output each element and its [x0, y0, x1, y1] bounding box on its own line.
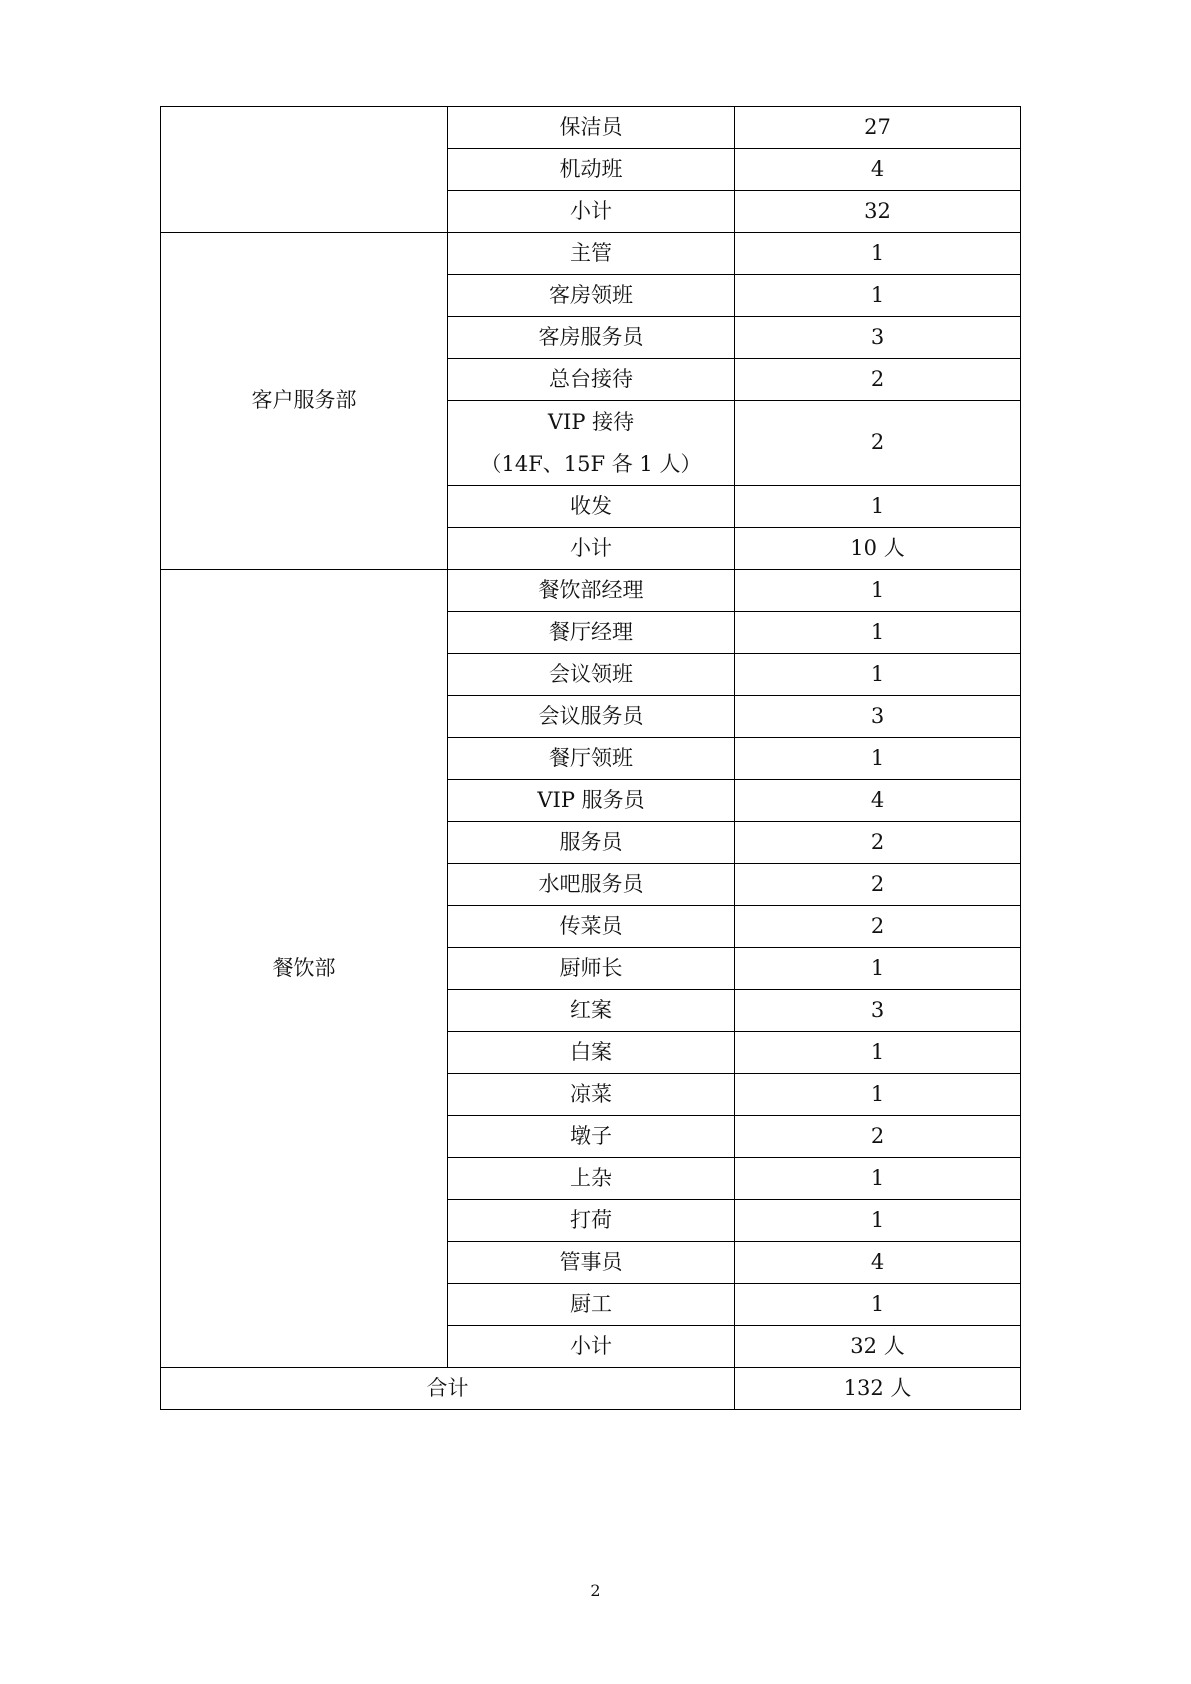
count-cell: 2 — [735, 864, 1021, 906]
subtotal-label-cell: 小计 — [448, 191, 735, 233]
count-cell: 1 — [735, 1158, 1021, 1200]
role-cell: 厨师长 — [448, 948, 735, 990]
subtotal-count-cell: 32 人 — [735, 1326, 1021, 1368]
total-label-cell: 合计 — [161, 1368, 735, 1410]
role-cell: 红案 — [448, 990, 735, 1032]
table-row — [161, 233, 1021, 275]
role-cell: 上杂 — [448, 1158, 735, 1200]
role-cell: 打荷 — [448, 1200, 735, 1242]
role-cell: 总台接待 — [448, 359, 735, 401]
table-row — [161, 107, 1021, 149]
total-row — [161, 1368, 1021, 1410]
count-cell: 1 — [735, 612, 1021, 654]
count-cell: 1 — [735, 1032, 1021, 1074]
subtotal-count-cell: 10 人 — [735, 528, 1021, 570]
count-cell: 1 — [735, 948, 1021, 990]
role-cell: 白案 — [448, 1032, 735, 1074]
count-cell: 4 — [735, 149, 1021, 191]
role-cell: 会议领班 — [448, 654, 735, 696]
count-cell: 2 — [735, 401, 1021, 486]
role-cell — [448, 401, 735, 486]
role-cell: VIP 服务员 — [448, 780, 735, 822]
count-cell: 1 — [735, 486, 1021, 528]
subtotal-label-cell: 小计 — [448, 1326, 735, 1368]
department-cell: 餐饮部 — [161, 570, 448, 1368]
count-cell: 4 — [735, 780, 1021, 822]
count-cell: 3 — [735, 990, 1021, 1032]
department-cell: 客户服务部 — [161, 233, 448, 570]
count-cell: 1 — [735, 570, 1021, 612]
role-cell: 凉菜 — [448, 1074, 735, 1116]
count-cell: 1 — [735, 738, 1021, 780]
count-cell: 1 — [735, 1074, 1021, 1116]
role-cell: 保洁员 — [448, 107, 735, 149]
subtotal-label-cell: 小计 — [448, 528, 735, 570]
role-cell: 餐厅经理 — [448, 612, 735, 654]
subtotal-count-cell: 32 — [735, 191, 1021, 233]
count-cell: 2 — [735, 906, 1021, 948]
role-cell: 机动班 — [448, 149, 735, 191]
role-cell: 客房服务员 — [448, 317, 735, 359]
count-cell: 1 — [735, 1200, 1021, 1242]
role-cell: 收发 — [448, 486, 735, 528]
count-cell: 3 — [735, 317, 1021, 359]
role-line: VIP 接待 — [547, 410, 635, 434]
role-cell: 墩子 — [448, 1116, 735, 1158]
role-cell: 管事员 — [448, 1242, 735, 1284]
role-cell: 服务员 — [448, 822, 735, 864]
role-cell: 餐厅领班 — [448, 738, 735, 780]
count-cell: 3 — [735, 696, 1021, 738]
count-cell: 4 — [735, 1242, 1021, 1284]
department-cell — [161, 107, 448, 233]
count-cell: 2 — [735, 822, 1021, 864]
count-cell: 2 — [735, 359, 1021, 401]
role-cell: 主管 — [448, 233, 735, 275]
count-cell: 1 — [735, 275, 1021, 317]
total-count-cell: 132 人 — [735, 1368, 1021, 1410]
count-cell: 1 — [735, 654, 1021, 696]
count-cell: 1 — [735, 1284, 1021, 1326]
role-cell: 水吧服务员 — [448, 864, 735, 906]
role-cell: 客房领班 — [448, 275, 735, 317]
count-cell: 27 — [735, 107, 1021, 149]
count-cell: 2 — [735, 1116, 1021, 1158]
page-number: 2 — [590, 1581, 601, 1600]
role-cell: 餐饮部经理 — [448, 570, 735, 612]
count-cell: 1 — [735, 233, 1021, 275]
role-cell: 传菜员 — [448, 906, 735, 948]
role-cell: 会议服务员 — [448, 696, 735, 738]
table-row — [161, 570, 1021, 612]
role-cell: 厨工 — [448, 1284, 735, 1326]
staffing-table — [160, 106, 1021, 1410]
role-line: （14F、15F 各 1 人） — [480, 452, 702, 476]
